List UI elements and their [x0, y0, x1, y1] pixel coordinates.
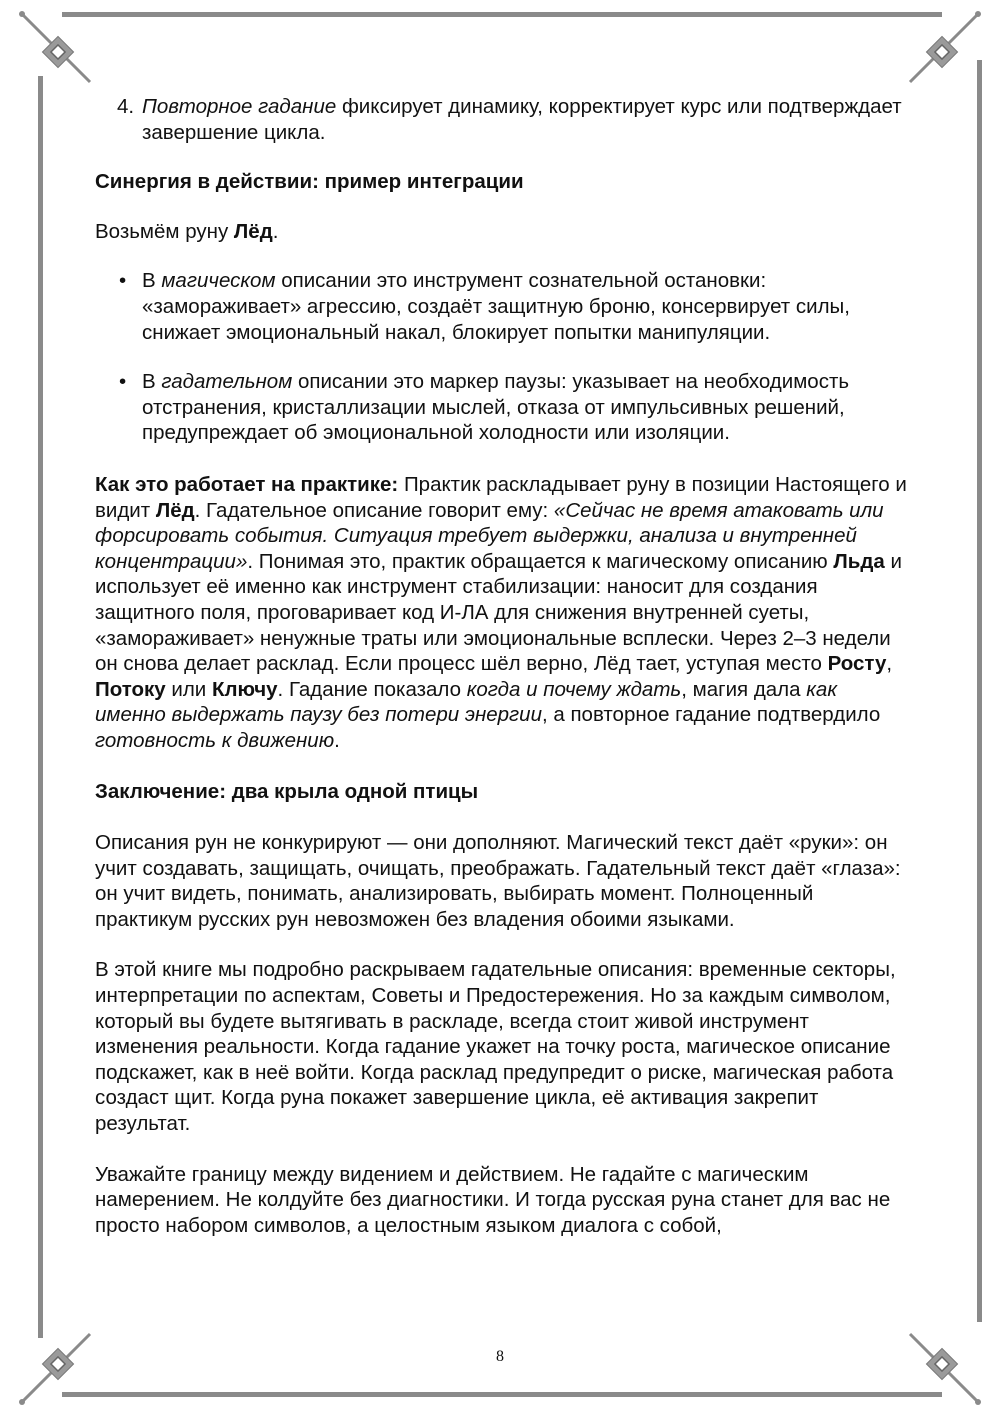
corner-ornament-bottom-left	[16, 1328, 96, 1408]
practice-label: Как это работает на практике:	[95, 472, 399, 496]
section-heading-synergy: Синергия в действии: пример интеграции	[95, 170, 524, 194]
term-repeat-divination: Повторное гадание	[142, 95, 337, 118]
intro-paragraph: Возьмём руну Лёд.	[95, 219, 279, 243]
page-frame-bottom	[62, 1392, 942, 1397]
bullet-marker: •	[119, 269, 127, 293]
numbered-item-4	[95, 94, 910, 145]
divination-quote: «Сейчас не время атаковать или форсировать события. Ситуация требует выдержки, анализа и внутренней концентрации»	[95, 498, 884, 573]
corner-ornament-bottom-right	[904, 1328, 984, 1408]
page-frame-top	[62, 12, 942, 17]
practice-paragraph: Как это работает на практике: Практик раскладывает руну в позиции Настоящего и видит Лёд. Гадательное описание говорит ему: «Сейчас не время атаковать или форсировать события. Ситуация требует выдержки, анализа и внутренней концентрации». Понимая это, практик обращается к магическому описанию Льда и использует её именно как инструмент стабилизации: наносит для создания защитного поля, проговаривает код И-ЛА для снижения внутренней суеты, «замораживает» ненужные траты или эмоциональные всплески. Через 2–3 недели он снова делает расклад. Если процесс шёл верно, Лёд тает, уступая место Росту, Потоку или Ключу. Гадание показало когда и почему ждать, магия дала как именно выдержать паузу без потери энергии, а повторное гадание подтвердило готовность к движению.	[95, 472, 907, 752]
section-heading-conclusion: Заключение: два крыла одной птицы	[95, 780, 479, 804]
bullet-item-magic: • В магическом описании это инструмент сознательной остановки: «замораживает» агрессию, создаёт защитную броню, консервирует силы, снижает эмоциональный накал, блокирует попытки манипуляции.	[119, 269, 850, 344]
page-content	[95, 94, 910, 1238]
paragraph-boundary: Уважайте границу между видением и действием. Не гадайте с магическим намерением. Не колдуйте без диагностики. И тогда русская руна станет для вас не просто набором символов, а целостным языком диалога с собой,	[95, 1162, 891, 1237]
bullet-item-divination: • В гадательном описании это маркер паузы: указывает на необходимость отстранения, кристаллизации мыслей, отказа от импульсивных решений, предупреждает об эмоциональной холодности или изоляции.	[119, 370, 850, 445]
paragraph-book-scope: В этой книге мы подробно раскрываем гадательные описания: временные секторы, интерпретации по аспектам, Советы и Предостережения. Но за каждым символом, который вы будете вытягивать в раскладе, всегда стоит живой инструмент изменения реальности. Когда гадание укажет на точку роста, магическое описание подскажет, как в неё войти. Когда расклад предупредит о риске, магическая работа создаст щит. Когда руна покажет завершение цикла, её активация закрепит результат.	[95, 958, 896, 1135]
page-frame-right	[977, 60, 982, 1322]
rune-name: Лёд	[233, 219, 273, 243]
page-frame-left	[38, 76, 43, 1338]
bullet-marker: •	[119, 370, 127, 394]
list-number: 4.	[117, 95, 135, 118]
corner-ornament-top-left	[16, 8, 96, 88]
paragraph-complement: Описания рун не конкурируют — они дополняют. Магический текст даёт «руки»: он учит создавать, защищать, очищать, преображать. Гадательный текст даёт «глаза»: он учит видеть, понимать, анализировать, выбирать момент. Полноценный практикум русских рун невозможен без владения обоими языками.	[95, 831, 901, 931]
corner-ornament-top-right	[904, 8, 984, 88]
page-number: 8	[496, 1348, 504, 1365]
item-text: фиксирует динамику, корректирует курс или подтверждает завершение цикла.	[142, 95, 902, 144]
